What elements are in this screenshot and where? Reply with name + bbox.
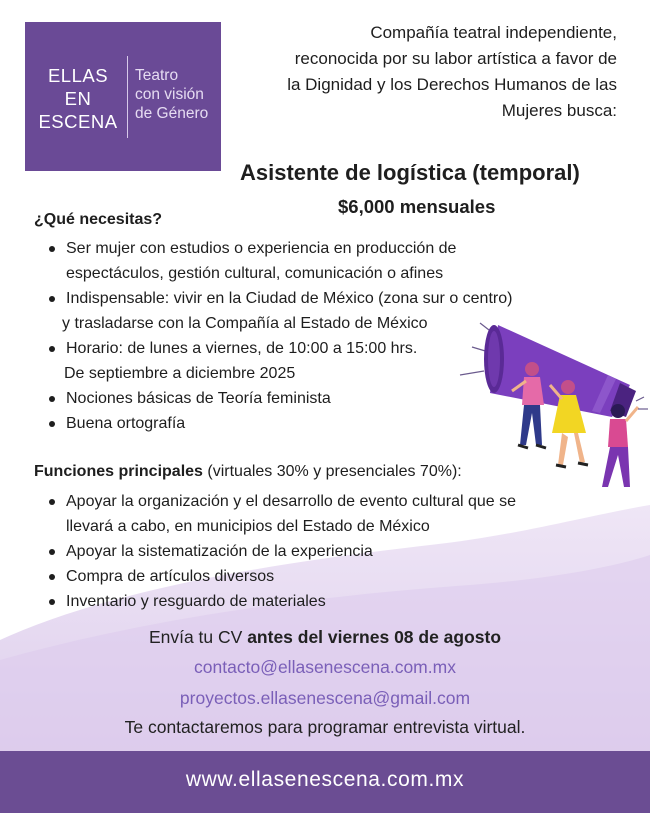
email-link-proyectos[interactable]: proyectos.ellasenescena@gmail.com bbox=[179, 688, 471, 708]
list-item bbox=[34, 489, 614, 539]
list-item bbox=[34, 539, 614, 564]
list-item-line: De septiembre a diciembre 2025 bbox=[64, 365, 296, 382]
list-item-line: espectáculos, gestión cultural, comunicación o afines bbox=[66, 265, 444, 282]
interview-note: Te contactaremos para programar entrevista virtual. bbox=[124, 717, 526, 737]
logo-name bbox=[33, 64, 123, 133]
list-item-line: Compra de artículos diversos bbox=[66, 568, 275, 585]
intro-line: la Dignidad y los Derechos Humanos de las bbox=[287, 75, 617, 94]
functions-list bbox=[34, 489, 614, 614]
functions-heading-note: (virtuales 30% y presenciales 70%): bbox=[202, 463, 462, 480]
list-item bbox=[34, 236, 594, 286]
logo-divider bbox=[127, 56, 128, 138]
list-item-line: Horario: de lunes a viernes, de 10:00 a 15:00 hrs. bbox=[66, 340, 418, 357]
intro-text bbox=[217, 20, 617, 124]
send-cv-date: antes del viernes 08 de agosto bbox=[247, 627, 502, 647]
list-item-line: Ser mujer con estudios o experiencia en producción de bbox=[66, 240, 457, 257]
list-item bbox=[34, 286, 594, 336]
logo-tagline-line: de Género bbox=[135, 105, 209, 122]
list-item-line: Buena ortografía bbox=[66, 415, 186, 432]
job-salary: $6,000 mensuales bbox=[338, 196, 496, 217]
list-item bbox=[34, 411, 594, 436]
send-cv-deadline bbox=[0, 627, 650, 648]
list-item bbox=[34, 589, 614, 614]
list-item-line: Indispensable: vivir en la Ciudad de México (zona sur o centro) bbox=[66, 290, 513, 307]
list-item-line: Nociones básicas de Teoría feminista bbox=[66, 390, 331, 407]
logo-tagline-line: Teatro bbox=[135, 67, 179, 84]
requirements-list bbox=[34, 236, 594, 436]
logo-line-en: EN bbox=[64, 88, 92, 109]
intro-line: Mujeres busca: bbox=[501, 101, 617, 120]
send-cv-prefix: Envía tu CV bbox=[148, 627, 248, 647]
list-item bbox=[34, 386, 594, 411]
list-item bbox=[34, 564, 614, 589]
functions-heading-title: Funciones principales bbox=[34, 463, 203, 480]
list-item-line: Apoyar la organización y el desarrollo de evento cultural que se bbox=[66, 493, 517, 510]
footer-bar bbox=[0, 751, 650, 813]
requirements-heading: ¿Qué necesitas? bbox=[34, 211, 163, 228]
logo-line-ellas: ELLAS bbox=[47, 65, 109, 86]
list-item-line: llevará a cabo, en municipios del Estado de México bbox=[66, 518, 430, 535]
intro-line: reconocida por su labor artística a favor de bbox=[294, 49, 617, 68]
job-title: Asistente de logística (temporal) bbox=[240, 160, 580, 185]
brand-logo bbox=[25, 22, 221, 171]
logo-tagline-line: con visión bbox=[135, 86, 204, 103]
list-item-line: Apoyar la sistematización de la experiencia bbox=[66, 543, 373, 560]
functions-heading bbox=[34, 463, 462, 481]
list-item-line: y trasladarse con la Compañía al Estado de México bbox=[62, 315, 428, 332]
logo-line-escena: ESCENA bbox=[38, 111, 118, 132]
list-item bbox=[34, 336, 594, 386]
list-item-line: Inventario y resguardo de materiales bbox=[66, 593, 326, 610]
email-link-contacto[interactable]: contacto@ellasenescena.com.mx bbox=[194, 657, 456, 677]
intro-line: Compañía teatral independiente, bbox=[370, 23, 617, 42]
logo-tagline bbox=[135, 66, 219, 123]
website-link[interactable]: www.ellasenescena.com.mx bbox=[185, 768, 465, 791]
